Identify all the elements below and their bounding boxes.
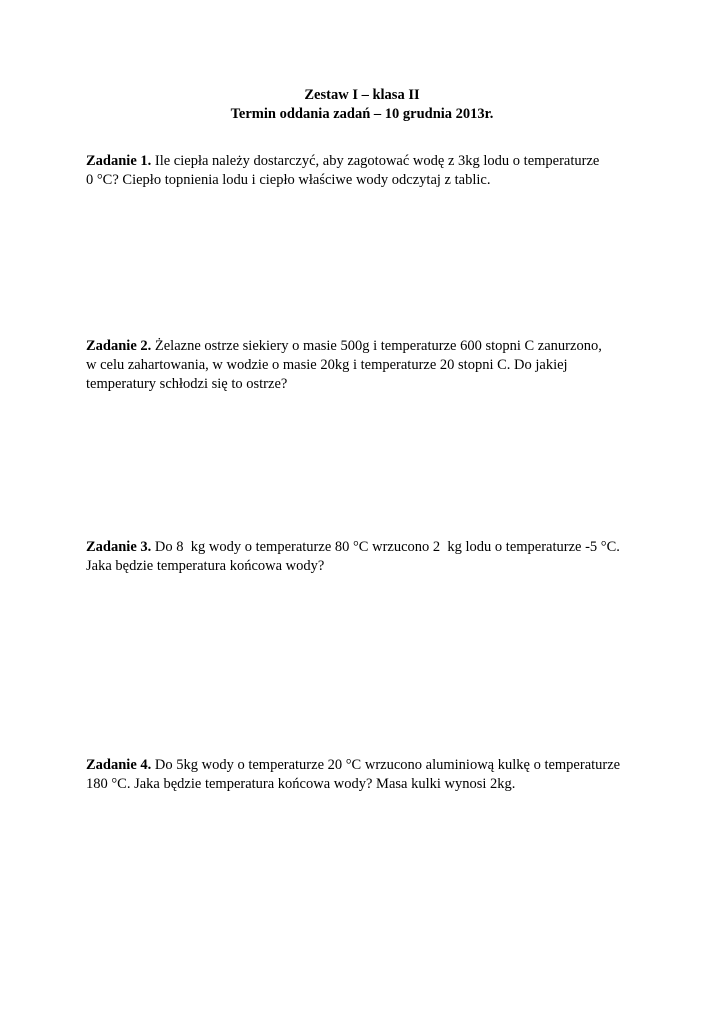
task-4-text-2: 180 °C. Jaka będzie temperatura końcowa wody? Masa kulki wynosi 2kg.: [86, 776, 516, 792]
task-1-label: Zadanie 1.: [86, 153, 152, 169]
task-3: [86, 538, 646, 576]
task-1-text-2: 0 °C? Ciepło topnienia lodu i ciepło właściwe wody odczytaj z tablic.: [86, 172, 491, 188]
document-title: Zestaw I – klasa II: [304, 87, 420, 103]
task-4-line-1: [86, 756, 646, 775]
task-2-text-3: temperatury schłodzi się to ostrze?: [86, 376, 288, 392]
task-4-label: Zadanie 4.: [86, 757, 152, 773]
task-2-label: Zadanie 2.: [86, 338, 152, 354]
task-2-text-1: Żelazne ostrze siekiery o masie 500g i temperaturze 600 stopni C zanurzono,: [154, 338, 602, 354]
task-2: [86, 337, 646, 394]
task-1-line-1: [86, 152, 646, 171]
task-3-text-1: Do 8 kg wody o temperaturze 80 °C wrzucono 2 kg lodu o temperaturze -5 °C.: [154, 539, 620, 555]
submission-deadline: Termin oddania zadań – 10 grudnia 2013r.: [230, 106, 494, 122]
task-3-text-2: Jaka będzie temperatura końcowa wody?: [86, 558, 325, 574]
task-4: [86, 756, 646, 794]
task-3-line-1: [86, 538, 646, 557]
task-1: [86, 152, 646, 190]
task-4-text-1: Do 5kg wody o temperaturze 20 °C wrzucono aluminiową kulkę o temperaturze: [154, 757, 621, 773]
task-2-line-1: [86, 337, 646, 356]
document-header: [0, 86, 724, 124]
task-2-text-2: w celu zahartowania, w wodzie o masie 20kg i temperaturze 20 stopni C. Do jakiej: [86, 357, 568, 373]
task-3-label: Zadanie 3.: [86, 539, 152, 555]
task-1-text-1: Ile ciepła należy dostarczyć, aby zagotować wodę z 3kg lodu o temperaturze: [154, 153, 600, 169]
